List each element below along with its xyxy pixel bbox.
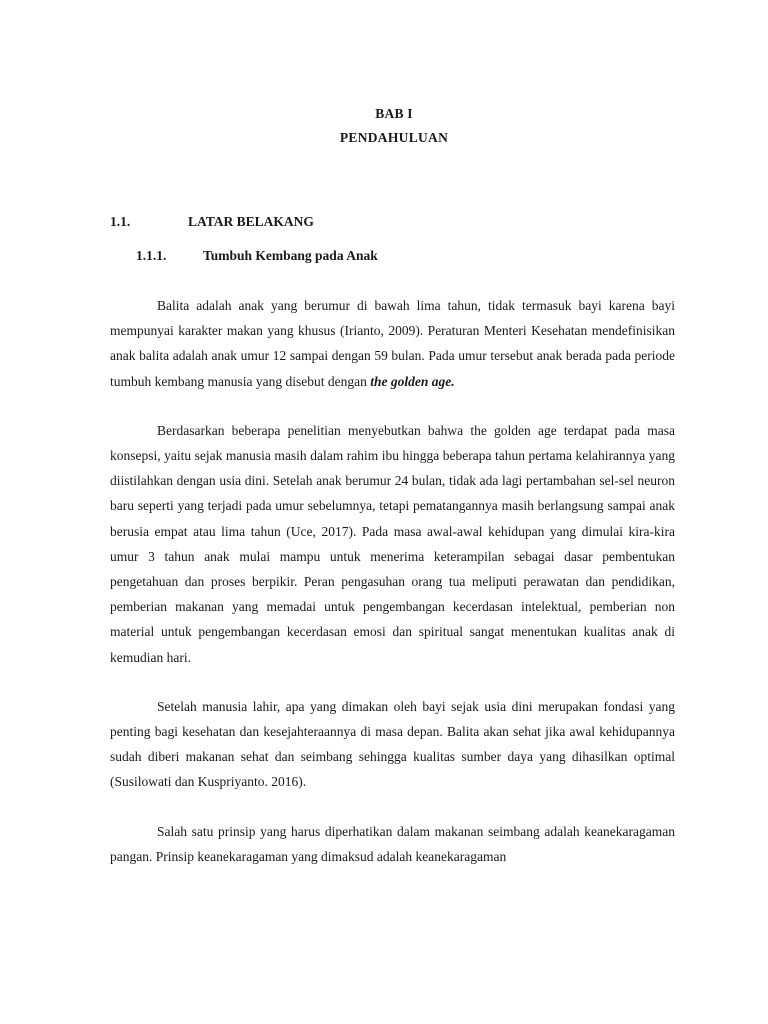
paragraph-2: Berdasarkan beberapa penelitian menyebutkan bahwa the golden age terdapat pada masa konsepsi, yaitu sejak manusia masih dalam rahim ibu hingga beberapa tahun pertama kelahirannya yang diistilahkan dengan usia dini. Setelah anak berumur 24 bulan, tidak ada lagi pertambahan sel-sel neuron baru seperti yang terjadi pada umur sebelumnya, tetapi pematangannya masih berlangsung sampai anak berusia empat atau lima tahun (Uce, 2017). Pada masa awal-awal kehidupan yang dimulai kira-kira umur 3 tahun anak mulai mampu untuk menerima keterampilan sebagai dasar pembentukan pengetahuan dan proses berpikir. Peran pengasuhan orang tua meliputi perawatan dan pendidikan, pemberian makanan yang memadai untuk pengembangan kecerdasan intelektual, pemberian non material untuk pengembangan kecerdasan emosi dan spiritual sangat menentukan kualitas anak di kemudian hari. (110, 422, 675, 665)
subsection-title: Tumbuh Kembang pada Anak (203, 248, 378, 263)
subsection-heading (136, 248, 378, 264)
chapter-title: PENDAHULUAN (339, 130, 449, 145)
body-text (110, 293, 675, 893)
paragraph-1-end: . (451, 373, 455, 389)
chapter-number: BAB I (375, 106, 413, 121)
section-number: 1.1. (110, 214, 131, 229)
paragraph-4: Salah satu prinsip yang harus diperhatikan dalam makanan seimbang adalah keanekaragaman pangan. Prinsip keanekaragaman yang dimaksud adalah keanekaragaman (110, 823, 675, 864)
paragraph-1-emphasis: the golden age (370, 373, 452, 389)
paragraph-3: Setelah manusia lahir, apa yang dimakan oleh bayi sejak usia dini merupakan fondasi yang penting bagi kesehatan dan kesejahteraannya di masa depan. Balita akan sehat jika awal kehidupannya sudah diberi makanan sehat dan seimbang sehingga kualitas sumber daya yang dihasilkan optimal (Susilowati dan Kuspriyanto. 2016). (110, 698, 675, 790)
subsection-number: 1.1.1. (136, 248, 167, 263)
section-heading (110, 214, 314, 230)
paragraph-1 (110, 293, 675, 394)
section-title: LATAR BELAKANG (188, 214, 314, 229)
paragraph-1-text: Balita adalah anak yang berumur di bawah lima tahun, tidak termasuk bayi karena bayi mempunyai karakter makan yang khusus (Irianto, 2009). Peraturan Menteri Kesehatan mendefinisikan anak balita adalah anak umur 12 sampai dengan 59 bulan. Pada umur tersebut anak berada pada periode tumbuh kembang manusia yang disebut dengan (110, 298, 675, 389)
